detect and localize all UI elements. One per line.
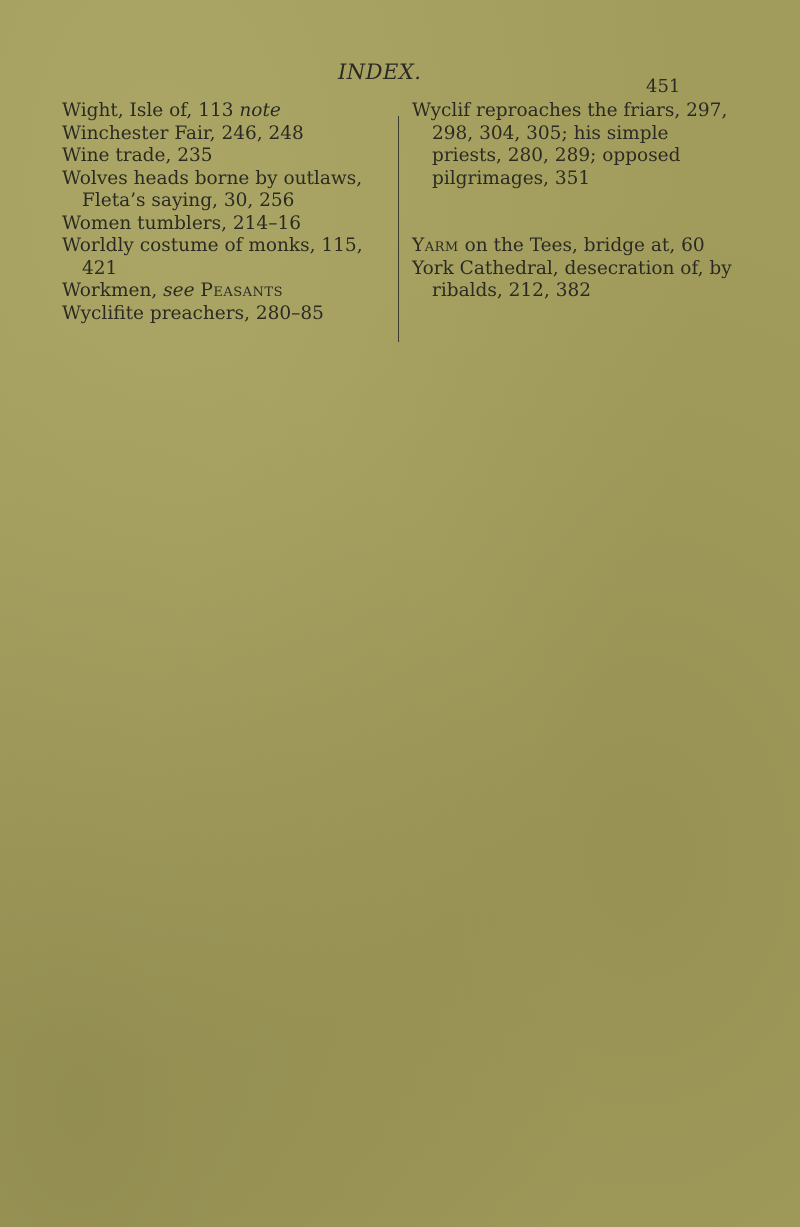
index-entry-text: Wine trade, 235 [62,145,213,166]
index-entry-text: Winchester Fair, 246, 248 [62,122,304,144]
index-entry-text: Worldly costume of monks, 115, 421 [62,235,363,279]
index-entry [62,100,396,123]
index-entry-text: Wyclif reproaches the friars, 297, 298, 304, 305; his simple priests, 280, 289; opposed pilgrimages, 351 [412,100,728,189]
index-entry-text: see [163,280,195,301]
index-entry-text: on the Tees, bridge at, 60 [458,235,705,256]
index-entry-text: York Cathedral, desecration of, by ribalds, 212, 382 [412,257,732,301]
index-entry-text: Wyclifite preachers, 280–85 [62,302,324,324]
index-entry [412,100,742,190]
index-entry [412,235,742,258]
index-entry [62,235,396,280]
page-number: 451 [646,76,681,97]
index-entry-text: Yarm [412,235,459,256]
index-column-left [62,100,396,325]
index-entry-text: Wight, Isle of, 113 [62,100,240,121]
index-entry-text: note [239,100,281,121]
index-entry-text: Wolves heads borne by outlaws, Fleta’s saying, 30, 256 [62,167,363,211]
column-divider [398,116,399,342]
index-entry [62,123,396,146]
index-entry [62,145,396,168]
index-entry-text: Peasants [200,280,283,301]
index-entry-text: Workmen, [62,280,164,301]
running-head: INDEX. [338,60,422,84]
index-entry [62,168,396,213]
index-entry [62,213,396,236]
group-spacer [412,190,742,235]
index-entry [412,258,742,303]
index-entry [62,280,396,303]
index-entry-text: Women tumblers, 214–16 [62,212,301,234]
index-entry [62,303,396,326]
index-column-right [412,100,742,303]
